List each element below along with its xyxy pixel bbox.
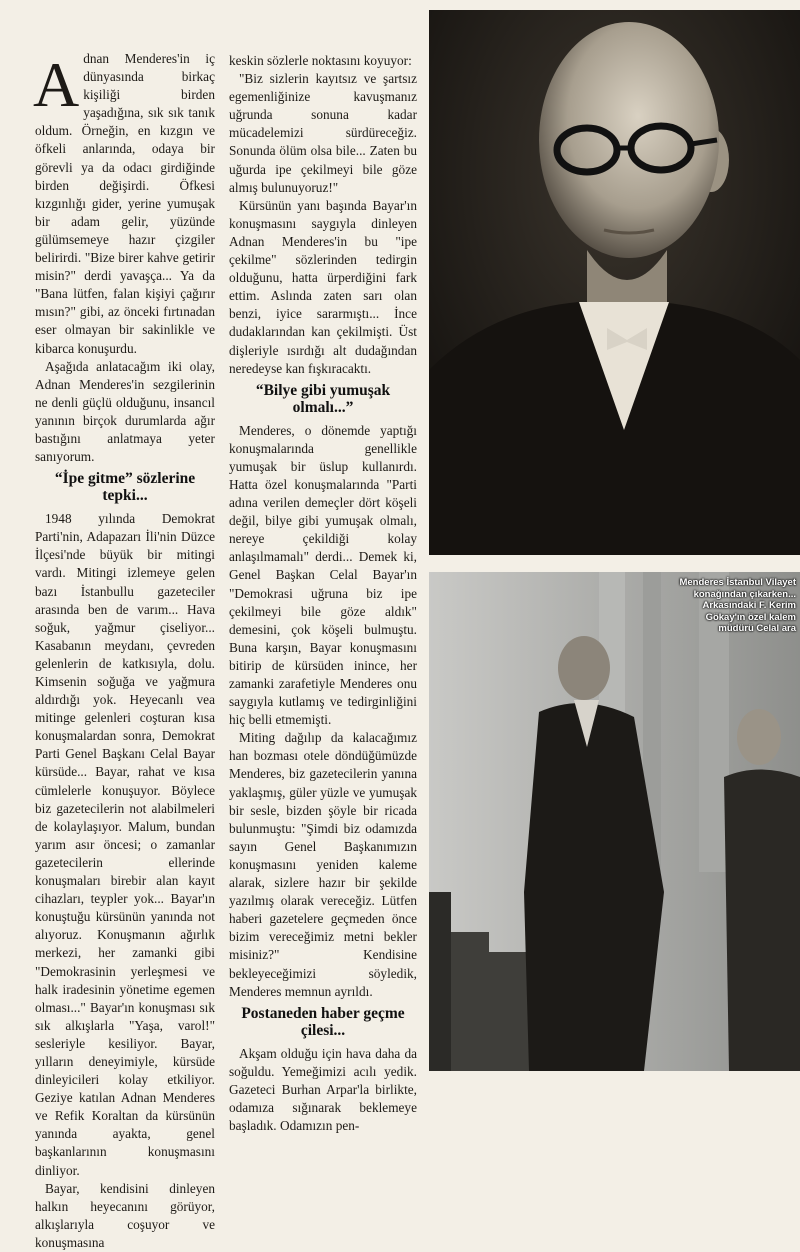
article-column-1 — [35, 50, 215, 1252]
drop-cap: A — [33, 49, 80, 120]
section-heading-postane: Postaneden haber geçme çilesi... — [241, 1004, 405, 1039]
section-heading-ipe-gitme: “İpe gitme” sözlerine tepki... — [54, 470, 196, 505]
intro-paragraph: Adnan Menderes'in iç dünyasında birkaç kişiliği birden yaşadığına, sık sık tanık oldum. Örneğin, en kızgın ve öfkeli anlarında, odaya bir görevli ya da odacı girdiğinde birden değişirdi. Öfkesi kızgınlığı gider, yerine yumuşak bir adam gelir, yüzünde gülümsemeye hazır çizgiler belirirdi. "Bize birer kahve getirir misin?" derdi yavaşça... Ya da "Bana lütfen, falan kişiyi çağırır mısın?" gibi, az önceki fırtınadan eser olmayan bir sakinlikle ve kibarca konuşurdu. — [33, 49, 215, 356]
body-paragraph: 1948 yılında Demokrat Parti'nin, Adapazarı İli'nin Düzce İlçesi'nde büyük bir mitingi vardı. Mitingi izlemeye gelen bazı İstanbullu gazeteciler arasında ben de varım... Hava soğuk, yağmur çiseliyor... Kasabanın meydanı, çevreden gelenlerin de katkısıyla, dolu. Kimsenin soğuğa ve yağmura aldırdığı yok. Heyecanlı vea mitinge gelenleri coşturan kısa konuşmalardan sonra, Demokrat Parti Genel Başkanı Celal Bayar kürsüde... Bayar, rahat ve kısa cümlelerle konuşuyor. Böylece biz gazetecilerin not alabilmeleri de kolaylaşıyor. Malum, bundan yarım asır öncesi; o zamanlar gazetecilerin ellerinde konuşmaları birebir alan kayıt cihazları, teypler yok... Bayar'ın konuştuğu kürsünün yanında not alıyoruz. Konuşmanın ağırlık merkezi, her zamanki gibi "Demokrasinin yerleşmesi ve halk iradesinin yönetime egemen olması..." Bayar'ın konuşması sık sık alkışlarla "Yaşa, varol!" sesleriyle kesiliyor. Bayar, yılların deneyimiyle, kürsüde dinleyicileri kolay etkiliyor. Geziye katılan Adnan Menderes ve Refik Koraltan da kürsünün yanında ayakta, genel başkanlarının konuşmasını dinliyor. — [35, 511, 215, 1178]
street-illustration — [429, 572, 800, 1071]
article-column-2 — [229, 52, 417, 1135]
street-photo — [429, 572, 800, 1071]
body-paragraph: Bayar, kendisini dinleyen halkın heyecanını görüyor, alkışlarıyla coşuyor ve konuşmasına — [35, 1180, 215, 1250]
section-heading-bilye: “Bilye gibi yumuşak olmalı...” — [255, 381, 391, 416]
body-paragraph: Aşağıda anlatacağım iki olay, Adnan Menderes'in sezgilerinin ne denli güçlü olduğunu, insancıl yanının birçok durumlarda ağır bastığını anlatmaya yeter sanıyorum. — [35, 358, 215, 465]
portrait-illustration — [429, 10, 800, 555]
portrait-photo — [429, 10, 800, 555]
body-paragraph: Akşam olduğu için hava daha da soğuldu. Yemeğimizi acılı yedik. Gazeteci Burhan Arpar'la birlikte, odamıza sığınarak beklemeye başladık. Odamızın pen- — [229, 1045, 417, 1134]
body-paragraph: Kürsünün yanı başında Bayar'ın konuşmasını saygıyla dinleyen Adnan Menderes'in bu "ipe çekilme" sözlerinden tedirgin olduğunu, hatta ürperdiğini fark ettim. Aslında zaten sarı olan benzi, iyice sararmıştı... İnce dudaklarından kan çekilmişti. Üst dişleriyle ısırdığı alt dudağından neredeyse kan fışkıracaktı. — [229, 197, 417, 376]
body-paragraph: Miting dağılıp da kalacağımız han bozması otele döndüğümüzde Menderes, biz gazetecilerin yanına yaklaşmış, güler yüzle ve yumuşak bir sesle, bizden şöyle bir ricada bulunmuştu: "Şimdi biz odamızda sayın Genel Başkanımızın konuşmasını yeniden kaleme alarak, sizlere hazır bir şekilde yazılmış olarak vereceğiz. Lütfen haberi gazetelere geçmeden önce bizim vereceğimiz metni bekler misiniz?" Kendisine bekleyeceğimizi söyledik, Menderes memnun ayrıldı. — [229, 730, 417, 999]
photo-caption: Menderes İstanbul Vilayet konağından çıkarken... Arkasındaki F. Kerim Gökay'ın özel kalem müdürü Celal ara — [679, 577, 796, 634]
body-paragraph: keskin sözlerle noktasını koyuyor: — [229, 53, 412, 68]
body-paragraph: Menderes, o dönemde yaptığı konuşmalarında genellikle yumuşak bir üslup kullanırdı. Hatta özel konuşmalarında "Parti adına verilen demeçler dört köşeli değil, bilye gibi yumuşak olmalı, nereye çekildiği kolay anlaşılmamalı" derdi... Demek ki, Genel Başkan Celal Bayar'ın "Demokrasi uğruna biz ipe çekilmeyi bile göze aldık" demesini, çok köşeli bulmuştu. Buna karşın, Bayar konuşmasını bitirip de kürsüden inince, her zamanki zarafetiyle Menderes onu saygıyla kutlamış ve tedirginliğini hiç belli etmemişti. — [229, 422, 417, 728]
quote-paragraph: "Biz sizlerin kayıtsız ve şartsız egemenliğinize kavuşmanız uğrunda sonuna kadar mücadelemizi sürdüreceğiz. Sonunda ölüm olsa bile... Zaten bu uğurda ipe çekilmeyi bile göze almış bulunuyoruz!" — [229, 71, 417, 195]
